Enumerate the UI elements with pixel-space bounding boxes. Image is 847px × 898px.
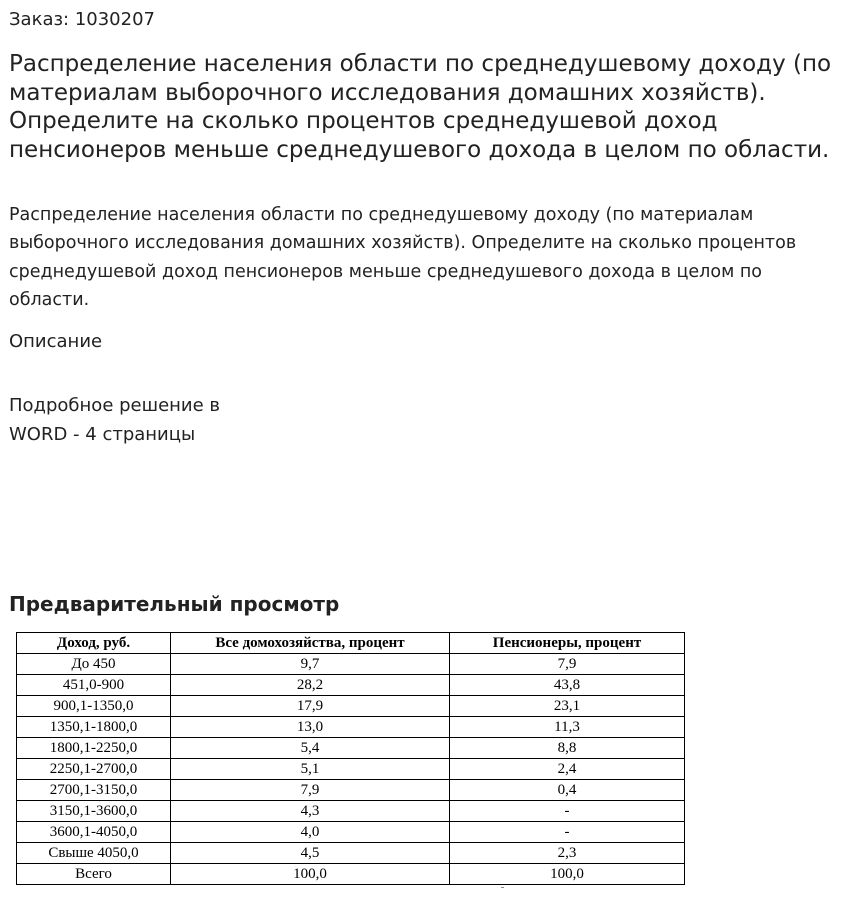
cell-income: 900,1-1350,0 [17,696,171,717]
table-row [17,717,685,738]
preview-title: Предварительный просмотр [9,592,340,616]
header-all-households: Все домохозяйства, процент [171,633,450,654]
solution-line-1: Подробное решение в [9,395,221,416]
cell-all-households: 7,9 [171,780,450,801]
cell-income: Всего [17,864,171,885]
table-row [17,759,685,780]
cell-pensioners: 2,3 [450,843,685,864]
page-title: Распределение населения области по среднедушевому доходу (по материалам выборочного исследования домашних хозяйств). Определите на сколько процентов среднедушевой доход пенсионеров меньше среднедушевого дохода в целом по области. [9,51,832,163]
order-number: Заказ: 1030207 [9,9,155,30]
solution-line-2: WORD - 4 страницы [9,424,196,445]
cell-all-households: 5,4 [171,738,450,759]
description-label: Описание [9,331,103,352]
cell-all-households: 100,0 [171,864,450,885]
table-row [17,801,685,822]
table-row-total [17,864,685,885]
cell-all-households: 4,5 [171,843,450,864]
cell-pensioners: 43,8 [450,675,685,696]
cell-income: 3600,1-4050,0 [17,822,171,843]
cell-income: Свыше 4050,0 [17,843,171,864]
cell-all-households: 13,0 [171,717,450,738]
cell-pensioners: 23,1 [450,696,685,717]
table-row [17,843,685,864]
cell-all-households: 9,7 [171,654,450,675]
cell-pensioners: 100,0 [450,864,685,885]
solution-info [9,391,289,449]
cell-pensioners: 0,4 [450,780,685,801]
header-income: Доход, руб. [17,633,171,654]
cell-all-households: 28,2 [171,675,450,696]
income-distribution-table [16,632,685,885]
table-row [17,780,685,801]
cell-pensioners: 8,8 [450,738,685,759]
cell-income: 1350,1-1800,0 [17,717,171,738]
table-row [17,696,685,717]
cell-all-households: 4,0 [171,822,450,843]
table-header-row [17,633,685,654]
cell-all-households: 5,1 [171,759,450,780]
cell-income: 2250,1-2700,0 [17,759,171,780]
cell-pensioners: - [450,801,685,822]
cell-income: До 450 [17,654,171,675]
task-description: Распределение населения области по среднедушевому доходу (по материалам выборочного исследования домашних хозяйств). Определите на сколько процентов среднедушевой доход пенсионеров меньше среднедушевого дохода в целом по области. [9,205,797,310]
cell-pensioners: 2,4 [450,759,685,780]
cell-income: 1800,1-2250,0 [17,738,171,759]
table-row [17,738,685,759]
cell-pensioners: 7,9 [450,654,685,675]
cell-income: 3150,1-3600,0 [17,801,171,822]
cell-income: 2700,1-3150,0 [17,780,171,801]
cell-pensioners: - [450,822,685,843]
table-row [17,822,685,843]
table-row [17,675,685,696]
table-row [17,654,685,675]
cell-all-households: 4,3 [171,801,450,822]
cell-all-households: 17,9 [171,696,450,717]
stray-mark [501,887,504,888]
header-pensioners: Пенсионеры, процент [450,633,685,654]
cell-income: 451,0-900 [17,675,171,696]
cell-pensioners: 11,3 [450,717,685,738]
